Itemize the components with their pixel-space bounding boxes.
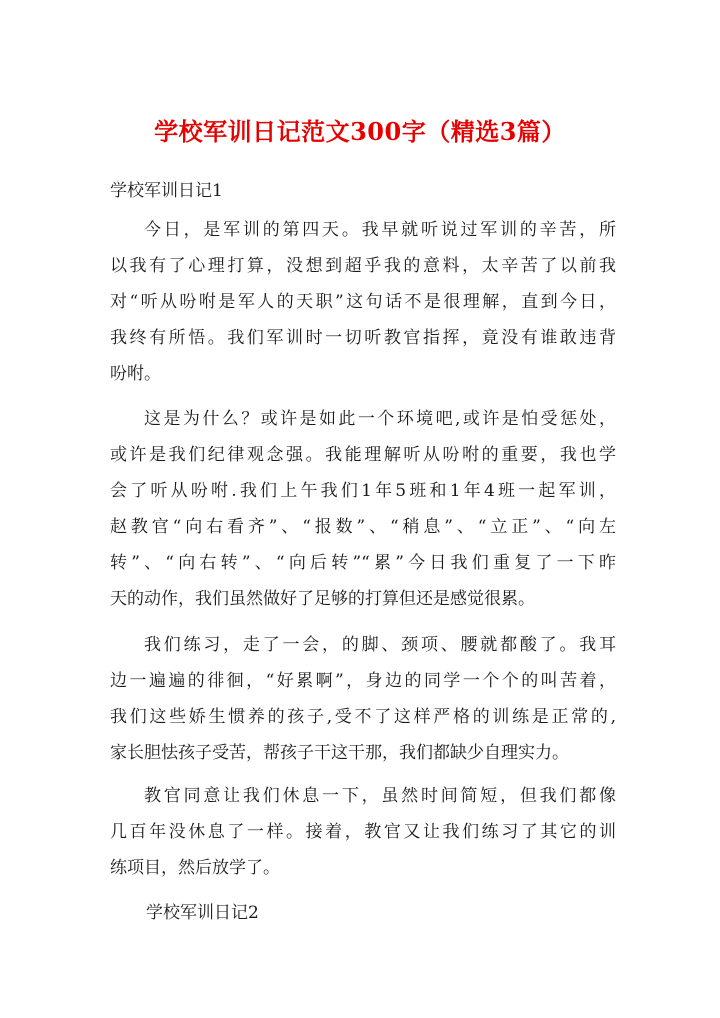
paragraph [110,778,616,886]
text-line: 转”、“向右转”、“向后转”“累”今日我们重复了一下昨 [110,553,616,573]
paragraph [110,212,616,392]
text-line: 教官同意让我们休息一下，虽然时间简短，但我们都像 [144,786,616,806]
text-line: 边一遍遍的徘徊，“好累啊”，身边的同学一个个的叫苦着， [110,671,616,691]
text-line: 这是为什么？或许是如此一个环境吧,或许是怕受惩处， [144,409,616,429]
paragraph [110,401,616,617]
text-line: 天的动作，我们虽然做好了足够的打算但还是感觉很累。 [110,589,535,609]
document-title: 学校军训日记范文300字（精选3篇） [154,117,566,146]
section-heading: 学校军训日记1 [110,181,223,201]
text-line: 吩咐。 [110,364,161,384]
text-line: 我们练习，走了一会，的脚、颈项、腰就都酸了。我耳 [144,635,616,655]
text-line: 我终有所悟。我们军训时一切听教官指挥，竟没有谁敢违背 [110,328,616,348]
text-line: 我们这些娇生惯养的孩子,受不了这样严格的训练是正常的, [110,707,616,727]
section-heading: 学校军训日记2 [146,903,259,923]
text-line: 赵教官“向右看齐”、“报数”、“稍息”、“立正”、“向左 [110,517,616,537]
text-line: 今日，是军训的第四天。我早就听说过军训的辛苦，所 [144,220,616,240]
text-line: 对“听从吩咐是军人的天职”这句话不是很理解，直到今日， [110,292,616,312]
text-line: 会了听从吩咐.我们上午我们1年5班和1年4班一起军训， [110,481,616,501]
text-line: 或许是我们纪律观念强。我能理解听从吩咐的重要，我也学 [110,445,616,465]
text-line: 家长胆怯孩子受苦，帮孩子干这干那，我们都缺少自理实力。 [110,743,569,763]
text-line: 练项目，然后放学了。 [110,858,280,878]
paragraph [110,627,616,771]
text-line: 以我有了心理打算，没想到超乎我的意料，太辛苦了以前我 [110,256,616,276]
text-line: 几百年没休息了一样。接着，教官又让我们练习了其它的训 [110,822,616,842]
